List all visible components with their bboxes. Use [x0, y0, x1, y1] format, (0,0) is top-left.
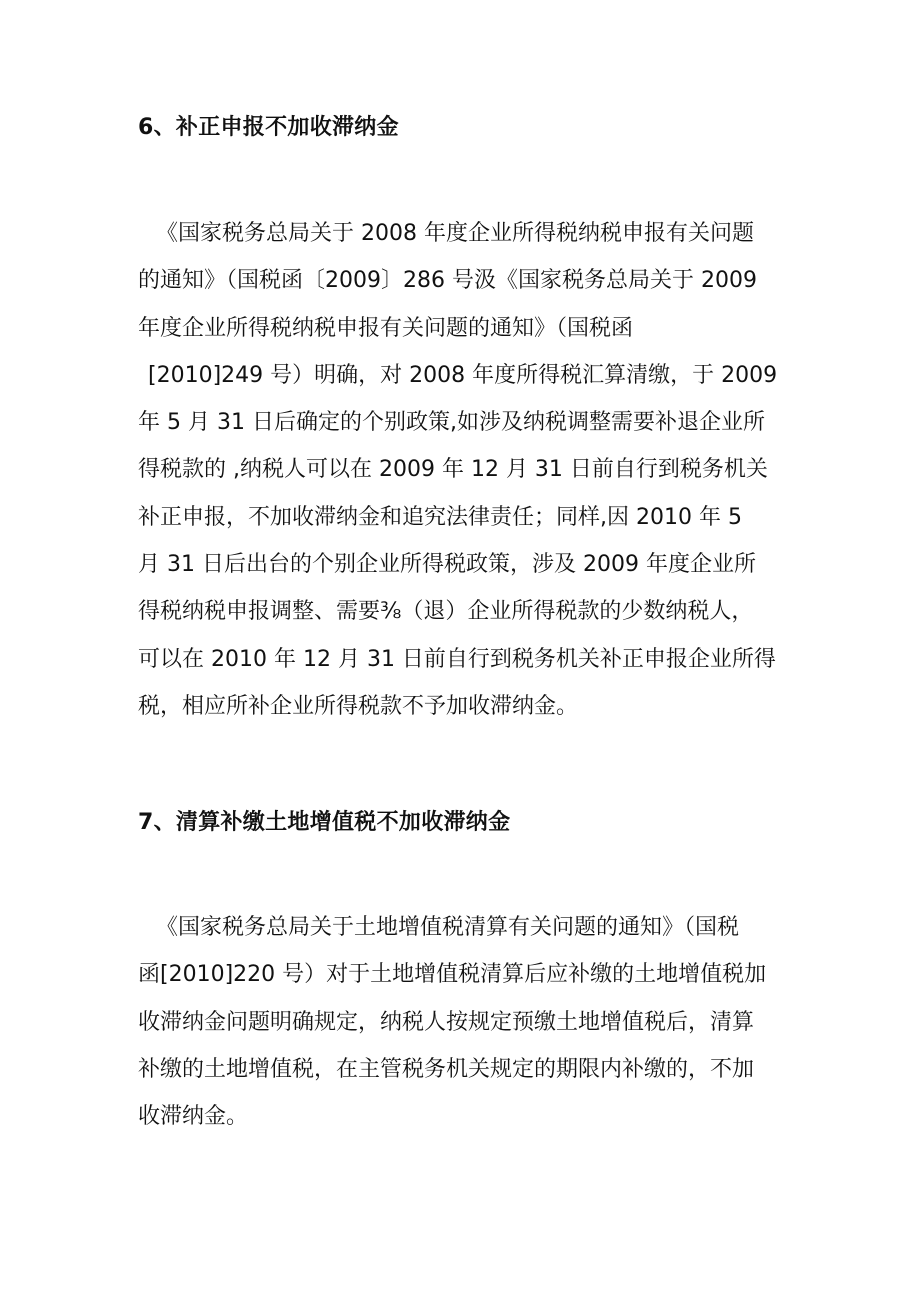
paragraph-line: 函[2010]220 号）对于土地增值税清算后应补缴的土地增值税加	[138, 962, 767, 988]
paragraph-line: 的通知》（国税函〔2009〕286 号汲《国家税务总局关于 2009	[138, 268, 757, 294]
paragraph-line: 年 5 月 31 日后确定的个别政策,如涉及纳税调整需要补退企业所	[138, 410, 765, 436]
section-7-heading: 7、清算补缴土地增值税不加收滞纳金	[138, 810, 511, 835]
paragraph-line: 补缴的土地增值税，在主管税务机关规定的期限内补缴的，不加	[138, 1056, 755, 1082]
section-6-heading: 6、补正申报不加收滞纳金	[138, 115, 399, 140]
paragraph-line: 年度企业所得税纳税申报有关问题的通知》（国税函	[138, 315, 634, 341]
section-6-paragraph	[138, 210, 788, 730]
paragraph-line: 可以在 2010 年 12 月 31 日前自行到税务机关补正申报企业所得	[138, 646, 776, 672]
paragraph-line: 补正申报，不加收滞纳金和追究法律责任；同样,因 2010 年 5	[138, 504, 742, 530]
paragraph-line: 得税款的 ,纳税人可以在 2009 年 12 月 31 日前自行到税务机关	[138, 457, 768, 483]
paragraph-line: 月 31 日后出台的个别企业所得税政策，涉及 2009 年度企业所	[138, 552, 756, 578]
paragraph-line: [2010]249 号）明确，对 2008 年度所得税汇算清缴，于 2009	[148, 362, 778, 388]
paragraph-line: 《国家税务总局关于土地增值税清算有关问题的通知》（国税	[156, 915, 740, 940]
section-7-paragraph	[138, 904, 788, 1140]
paragraph-line: 收滞纳金。	[138, 1104, 249, 1130]
paragraph-line: 《国家税务总局关于 2008 年度企业所得税纳税申报有关问题	[156, 221, 754, 246]
paragraph-line: 收滞纳金问题明确规定，纳税人按规定预缴土地增值税后，清算	[138, 1009, 755, 1035]
paragraph-line: 税，相应所补企业所得税款不予加收滞纳金。	[138, 693, 579, 719]
paragraph-line: 得税纳税申报调整、需要⅜（退）企业所得税款的少数纳税人，	[138, 599, 754, 625]
